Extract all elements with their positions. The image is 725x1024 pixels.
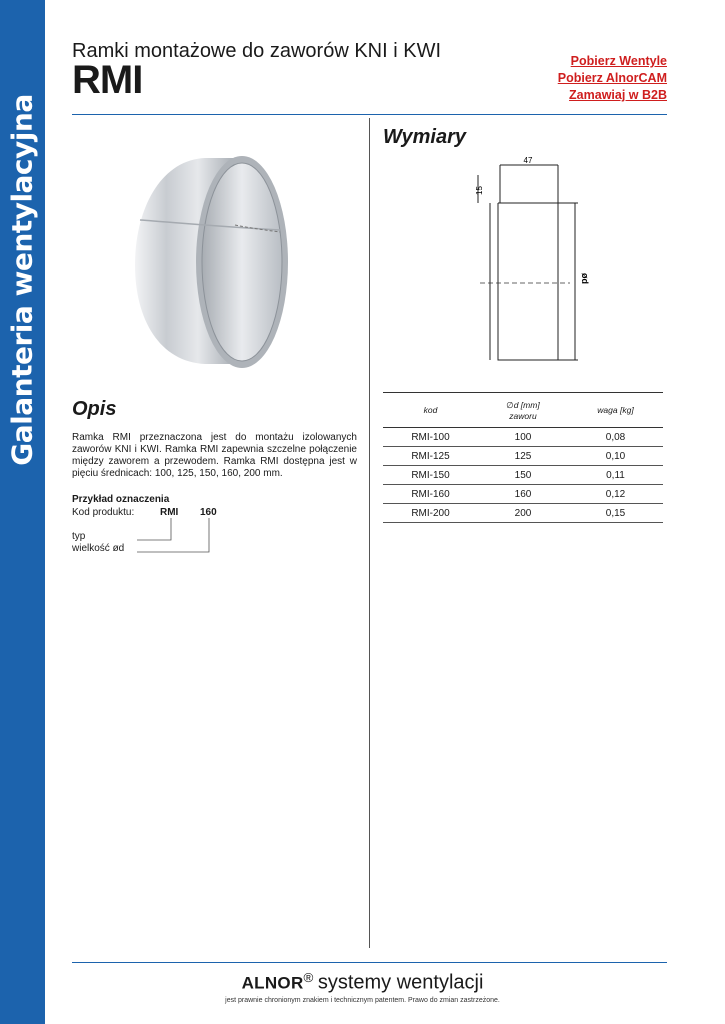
cell-code: RMI-125 [383,447,478,466]
dimension-diameter: ød [580,273,590,284]
brand-name: ALNOR [241,973,304,993]
cell-diameter: 160 [478,485,568,504]
cell-weight: 0,10 [568,447,663,466]
technical-drawing [470,155,600,370]
product-code-label: Kod produktu: [72,507,135,518]
header-diameter-bottom: zaworu [509,410,537,421]
table-row [383,428,663,447]
cell-code: RMI-160 [383,485,478,504]
header-divider [72,114,667,115]
section-heading-dimensions: Wymiary [383,126,467,148]
brand-tagline: systemy wentylacji [317,971,484,994]
cell-weight: 0,12 [568,485,663,504]
example-heading: Przykład oznaczenia [72,494,170,505]
product-code-size: 160 [200,507,217,518]
table-row [383,485,663,504]
table-row [383,504,663,523]
page-title: RMI [72,58,143,102]
cell-weight: 0,08 [568,428,663,447]
cell-code: RMI-150 [383,466,478,485]
cell-code: RMI-200 [383,504,478,523]
section-heading-description: Opis [72,398,117,420]
column-divider [369,118,370,948]
cell-diameter: 100 [478,428,568,447]
legend-type: typ [72,531,86,542]
cell-weight: 0,11 [568,466,663,485]
cell-weight: 0,15 [568,504,663,523]
table-row [383,447,663,466]
footer-note: jest prawnie chronionym znakiem i technicznym patentem. Prawo do zmian zastrzeżone. [225,997,500,1004]
cell-code: RMI-100 [383,428,478,447]
link-order-b2b[interactable]: Zamawiaj w B2B [569,88,667,102]
header-weight: waga [kg] [597,405,634,415]
dimension-flange: 15 [475,186,484,195]
product-description: Ramka RMI przeznaczona jest do montażu izolowanych zaworów KNI i KWI. Ramka RMI zapewnia szczelne połączenie między zaworem a przewodem. Ramka RMI dostępna jest w pięciu średnicach: 100, 125, 150, 160, 200 mm. [72,432,357,479]
footer-divider [72,962,667,963]
cell-diameter: 150 [478,466,568,485]
dimension-width: 47 [523,156,533,165]
header-diameter [478,393,568,428]
footer-logo [0,970,725,994]
registered-mark: ® [303,970,314,985]
table-header-row [383,393,663,428]
table-row [383,466,663,485]
cell-diameter: 200 [478,504,568,523]
header-links [558,53,667,104]
header-code: kod [423,405,438,415]
page-subtitle: Ramki montażowe do zaworów KNI i KWI [72,40,442,62]
cell-diameter: 125 [478,447,568,466]
link-download-alnorcam[interactable]: Pobierz AlnorCAM [557,71,667,85]
product-photo [130,150,290,375]
code-legend-lines [135,518,215,558]
sidebar-band [0,0,45,1024]
product-code-type: RMI [160,507,179,518]
link-download-wentyle[interactable]: Pobierz Wentyle [570,54,667,68]
header-diameter-top: ∅d [mm] [506,399,540,410]
category-label: Galanteria wentylacyjna [5,94,39,466]
legend-size: wielkość ød [72,543,125,554]
dimensions-table [383,392,663,523]
